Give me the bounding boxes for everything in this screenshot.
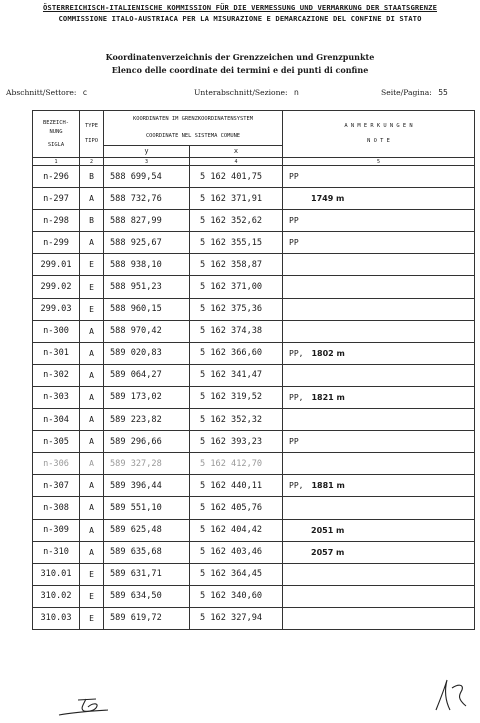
cell-x: 5 162 366,60	[190, 342, 283, 364]
cell-x: 5 162 358,87	[190, 254, 283, 276]
table-row	[33, 364, 475, 386]
cell-note	[283, 409, 475, 431]
column-number-2: 2	[80, 158, 104, 166]
cell-note	[283, 210, 475, 232]
cell-tipo: A	[80, 497, 104, 519]
note-text: PP	[289, 216, 299, 226]
table-row	[33, 607, 475, 629]
column-number-3: 3	[104, 158, 190, 166]
table-row	[33, 431, 475, 453]
cell-x: 5 162 393,23	[190, 431, 283, 453]
cell-sigla: 299.01	[33, 254, 80, 276]
cell-tipo: A	[80, 320, 104, 342]
cell-y: 588 827,99	[104, 210, 190, 232]
header-tipo	[80, 111, 104, 158]
note-altitude: 1881 m	[311, 481, 345, 491]
cell-note	[283, 232, 475, 254]
note-altitude: 1749 m	[311, 194, 345, 204]
cell-y: 588 938,10	[104, 254, 190, 276]
seite-label: Seite/Pagina:	[381, 88, 432, 97]
cell-sigla: n-303	[33, 386, 80, 408]
cell-note	[283, 320, 475, 342]
cell-sigla: n-296	[33, 166, 80, 188]
table-row	[33, 519, 475, 541]
cell-x: 5 162 440,11	[190, 475, 283, 497]
cell-sigla: n-297	[33, 188, 80, 210]
cell-tipo: A	[80, 453, 104, 475]
cell-note	[283, 563, 475, 585]
table-row	[33, 475, 475, 497]
note-text: PP	[289, 172, 299, 182]
cell-sigla: 299.03	[33, 298, 80, 320]
cell-x: 5 162 404,42	[190, 519, 283, 541]
cell-tipo: E	[80, 254, 104, 276]
header-y-axis: y	[104, 146, 190, 158]
cell-tipo: E	[80, 563, 104, 585]
cell-y: 589 064,27	[104, 364, 190, 386]
table-row	[33, 210, 475, 232]
seite-field	[381, 88, 448, 97]
cell-y: 588 732,76	[104, 188, 190, 210]
cell-tipo: B	[80, 210, 104, 232]
table-row	[33, 409, 475, 431]
cell-sigla: n-307	[33, 475, 80, 497]
cell-note	[283, 607, 475, 629]
header-coordinates	[104, 111, 283, 146]
cell-tipo: A	[80, 188, 104, 210]
cell-x: 5 162 341,47	[190, 364, 283, 386]
table-row	[33, 563, 475, 585]
cell-x: 5 162 403,46	[190, 541, 283, 563]
cell-y: 589 631,71	[104, 563, 190, 585]
signature-right	[432, 672, 472, 716]
cell-sigla: n-308	[33, 497, 80, 519]
cell-x: 5 162 352,62	[190, 210, 283, 232]
note-text: PP,	[289, 392, 304, 402]
column-number-1: 1	[33, 158, 80, 166]
cell-tipo: A	[80, 541, 104, 563]
cell-tipo: A	[80, 475, 104, 497]
cell-x: 5 162 352,32	[190, 409, 283, 431]
cell-y: 589 327,28	[104, 453, 190, 475]
commission-title-it: COMMISSIONE ITALO-AUSTRIACA PER LA MISURAZIONE E DEMARCAZIONE DEL CONFINE DI STATO	[58, 14, 422, 23]
table-row	[33, 298, 475, 320]
cell-x: 5 162 327,94	[190, 607, 283, 629]
cell-x: 5 162 401,75	[190, 166, 283, 188]
unterabschnitt-label: Unterabschnitt/Sezione:	[194, 88, 288, 97]
commission-title-de: ÖSTERREICHISCH-ITALIENISCHE KOMMISSION FÜR DIE VERMESSUNG UND VERMARKUNG DER STAATSGRENZE	[42, 3, 438, 12]
cell-sigla: 310.02	[33, 585, 80, 607]
cell-y: 589 635,68	[104, 541, 190, 563]
cell-sigla: n-304	[33, 409, 80, 431]
cell-y: 589 619,72	[104, 607, 190, 629]
table-row	[33, 232, 475, 254]
cell-sigla: n-305	[33, 431, 80, 453]
cell-sigla: n-300	[33, 320, 80, 342]
cell-tipo: A	[80, 342, 104, 364]
table-body	[33, 166, 475, 630]
table-row	[33, 453, 475, 475]
cell-note	[283, 497, 475, 519]
cell-note	[283, 541, 475, 563]
abschnitt-value: c	[82, 88, 88, 97]
cell-x: 5 162 405,76	[190, 497, 283, 519]
cell-sigla: n-298	[33, 210, 80, 232]
cell-y: 589 396,44	[104, 475, 190, 497]
abschnitt-field	[6, 88, 87, 97]
cell-x: 5 162 319,52	[190, 386, 283, 408]
cell-y: 589 173,02	[104, 386, 190, 408]
cell-y: 589 296,66	[104, 431, 190, 453]
cell-note	[283, 298, 475, 320]
cell-tipo: A	[80, 386, 104, 408]
unterabschnitt-value: n	[293, 88, 299, 97]
cell-x: 5 162 375,36	[190, 298, 283, 320]
table-row	[33, 320, 475, 342]
cell-note	[283, 254, 475, 276]
abschnitt-label: Abschnitt/Settore:	[6, 88, 77, 97]
table-row	[33, 166, 475, 188]
note-text: PP,	[289, 481, 304, 491]
cell-note	[283, 475, 475, 497]
cell-note	[283, 342, 475, 364]
cell-y: 589 223,82	[104, 409, 190, 431]
cell-tipo: E	[80, 607, 104, 629]
header-notes-line2: N O T E	[367, 138, 390, 144]
header-sigla	[33, 111, 80, 158]
cell-sigla: 310.01	[33, 563, 80, 585]
table-row	[33, 585, 475, 607]
cell-y: 589 551,10	[104, 497, 190, 519]
cell-note	[283, 166, 475, 188]
cell-tipo: A	[80, 364, 104, 386]
cell-y: 588 970,42	[104, 320, 190, 342]
cell-x: 5 162 374,38	[190, 320, 283, 342]
table-row	[33, 254, 475, 276]
table-row	[33, 541, 475, 563]
cell-note	[283, 188, 475, 210]
cell-y: 588 699,54	[104, 166, 190, 188]
cell-y: 589 020,83	[104, 342, 190, 364]
cell-note	[283, 585, 475, 607]
seite-value: 55	[438, 88, 448, 97]
cell-sigla: n-299	[33, 232, 80, 254]
cell-tipo: A	[80, 232, 104, 254]
cell-note	[283, 276, 475, 298]
cell-x: 5 162 355,15	[190, 232, 283, 254]
cell-tipo: A	[80, 431, 104, 453]
note-text: PP	[289, 437, 299, 447]
cell-note	[283, 431, 475, 453]
cell-tipo: E	[80, 276, 104, 298]
column-number-4: 4	[190, 158, 283, 166]
document-title-de: Koordinatenverzeichnis der Grenzzeichen und Grenzpunkte	[105, 52, 375, 62]
header-coordinates-line1: KOORDINATEN IM GRENZKOORDINATENSYSTEM	[132, 116, 254, 122]
cell-x: 5 162 371,91	[190, 188, 283, 210]
cell-note	[283, 386, 475, 408]
table-row	[33, 276, 475, 298]
cell-y: 588 960,15	[104, 298, 190, 320]
note-text: PP	[289, 238, 299, 248]
header-notes	[283, 111, 475, 158]
table-row	[33, 386, 475, 408]
cell-sigla: n-301	[33, 342, 80, 364]
cell-sigla: n-310	[33, 541, 80, 563]
table-row	[33, 188, 475, 210]
note-altitude: 2057 m	[311, 547, 345, 557]
cell-note	[283, 453, 475, 475]
cell-tipo: E	[80, 298, 104, 320]
document-title-it: Elenco delle coordinate dei termini e dei punti di confine	[111, 65, 369, 75]
cell-sigla: n-309	[33, 519, 80, 541]
table-row	[33, 342, 475, 364]
note-text: PP,	[289, 348, 304, 358]
cell-tipo: B	[80, 166, 104, 188]
header-sigla-line1: BEZEICH-	[43, 119, 69, 126]
note-altitude: 2051 m	[311, 525, 345, 535]
cell-note	[283, 364, 475, 386]
cell-x: 5 162 364,45	[190, 563, 283, 585]
cell-x: 5 162 412,70	[190, 453, 283, 475]
cell-y: 588 925,67	[104, 232, 190, 254]
header-x-axis: x	[190, 146, 283, 158]
table-row	[33, 497, 475, 519]
cell-note	[283, 519, 475, 541]
cell-tipo: A	[80, 409, 104, 431]
header-sigla-line3: SIGLA	[47, 141, 65, 148]
cell-tipo: A	[80, 519, 104, 541]
signature-left	[56, 694, 126, 720]
header-sigla-line2: NUNG	[49, 128, 63, 135]
cell-tipo: E	[80, 585, 104, 607]
cell-sigla: 310.03	[33, 607, 80, 629]
header-tipo-line1: TYPE	[85, 123, 98, 129]
unterabschnitt-field	[194, 88, 299, 97]
column-number-5: 5	[283, 158, 475, 166]
cell-y: 589 625,48	[104, 519, 190, 541]
note-altitude: 1821 m	[311, 392, 345, 402]
cell-sigla: 299.02	[33, 276, 80, 298]
header-coordinates-line2: COORDINATE NEL SISTEMA COMUNE	[145, 133, 241, 139]
header-tipo-line2: TIPO	[85, 138, 98, 144]
cell-sigla: n-306	[33, 453, 80, 475]
coordinate-table	[32, 110, 475, 630]
note-altitude: 1802 m	[311, 348, 345, 358]
cell-x: 5 162 371,00	[190, 276, 283, 298]
cell-y: 589 634,50	[104, 585, 190, 607]
header-notes-line1: A N M E R K U N G E N	[344, 123, 413, 129]
cell-sigla: n-302	[33, 364, 80, 386]
cell-y: 588 951,23	[104, 276, 190, 298]
cell-x: 5 162 340,60	[190, 585, 283, 607]
